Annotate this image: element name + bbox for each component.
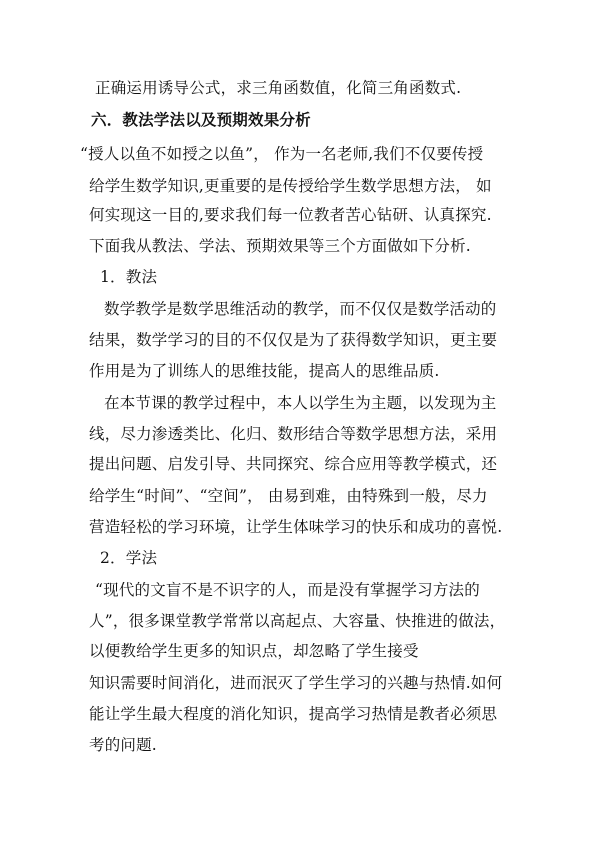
paragraph-line: 知识需要时间消化，进而泯灭了学生学习的兴趣与热情.如何 [89, 674, 503, 692]
paragraph-line: 以便教给学生更多的知识点，却忽略了学生接受 [89, 642, 419, 660]
paragraph-line: 给学生数学知识,更重要的是传授给学生数学思想方法， 如 [89, 177, 492, 195]
paragraph-line: 正确运用诱导公式，求三角函数值，化简三角函数式. [95, 79, 462, 97]
paragraph-line: “授人以鱼不如授之以鱼”， 作为一名老师,我们不仅要传授 [80, 145, 484, 163]
paragraph-line: 线，尽力渗透类比、化归、数形结合等数学思想方法，采用 [89, 425, 498, 443]
paragraph-line: 给学生“时间”、“空间”， 由易到难，由特殊到一般，尽力 [89, 487, 488, 505]
paragraph-line: 人”，很多课堂教学常常以高起点、大容量、快推进的做法， [89, 612, 506, 630]
paragraph-line: 作用是为了训练人的思维技能，提高人的思维品质. [89, 362, 440, 380]
paragraph-line: 结果，数学学习的目的不仅仅是为了获得数学知识，更主要 [89, 331, 498, 349]
subsection-heading: 2．学法 [100, 549, 158, 567]
paragraph-line: 下面我从教法、学法、预期效果等三个方面做如下分析. [89, 237, 471, 255]
paragraph-line: 在本节课的教学过程中，本人以学生为主题，以发现为主 [104, 394, 497, 412]
paragraph-line: 数学教学是数学思维活动的教学，而不仅仅是数学活动的 [104, 300, 497, 318]
paragraph-line: 营造轻松的学习环境，让学生体味学习的快乐和成功的喜悦. [89, 518, 503, 536]
paragraph-line: 何实现这一目的,要求我们每一位教者苦心钻研、认真探究. [89, 206, 492, 224]
subsection-heading: 1．教法 [100, 268, 158, 286]
paragraph-line: 考的问题. [89, 736, 157, 754]
section-heading: 六．教法学法以及预期效果分析 [91, 111, 311, 129]
paragraph-line: “现代的文盲不是不识字的人，而是没有掌握学习方法的 [95, 581, 480, 599]
paragraph-line: 提出问题、启发引导、共同探究、综合应用等教学模式，还 [89, 455, 498, 473]
paragraph-line: 能让学生最大程度的消化知识，提高学习热情是教者必须思 [89, 705, 498, 723]
